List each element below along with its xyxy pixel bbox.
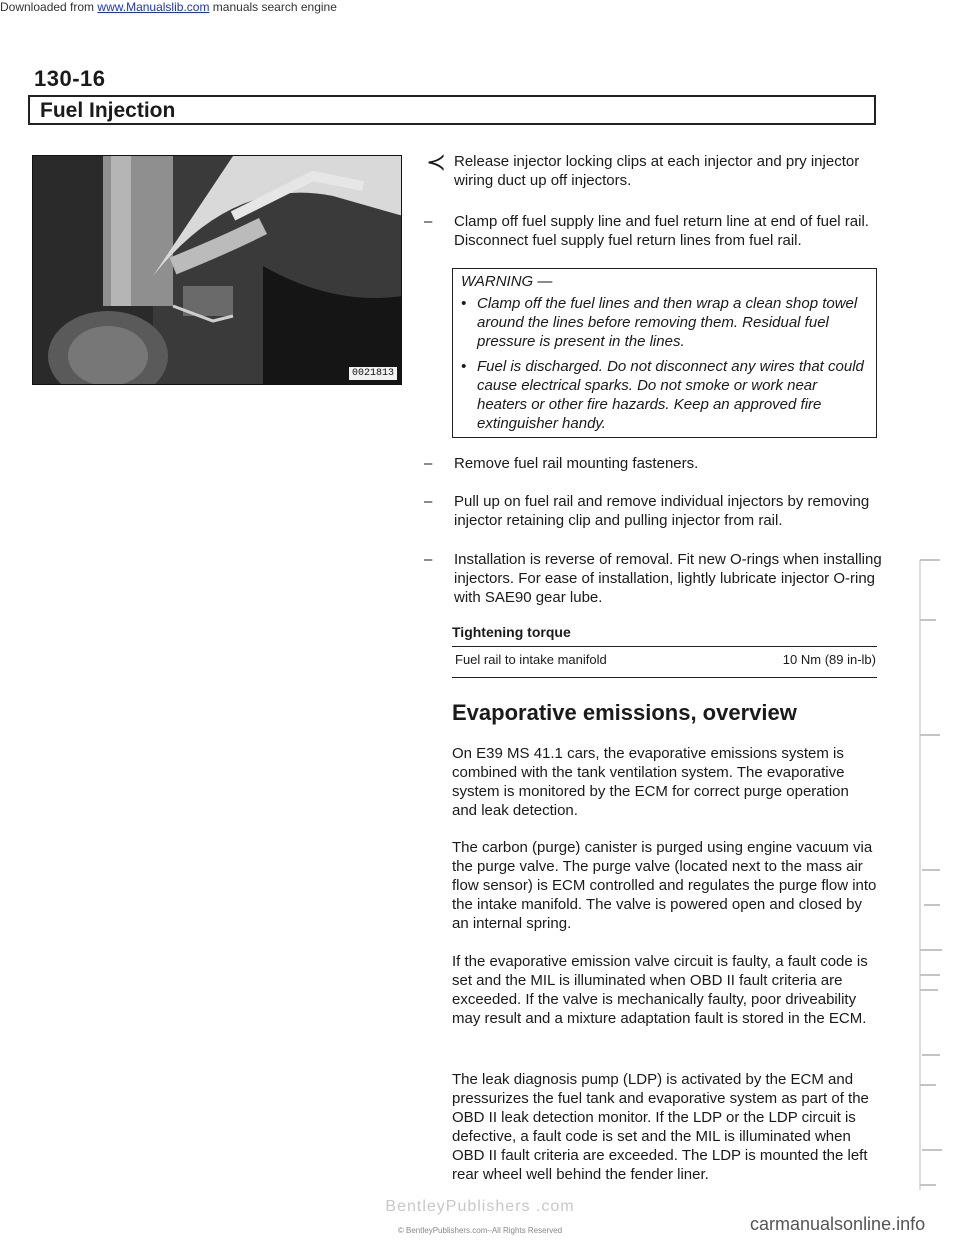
section-header-box	[28, 95, 876, 125]
torque-label: Fuel rail to intake manifold	[455, 652, 607, 667]
table-divider	[452, 646, 877, 647]
publisher-watermark: BentleyPublishers .com	[385, 1198, 575, 1215]
step-pull-injectors: Pull up on fuel rail and remove individual injectors by removing injector retaining clip and pulling injector from rail.	[454, 493, 870, 529]
section-title: Fuel Injection	[40, 99, 176, 122]
evap-paragraph: The carbon (purge) canister is purged using engine vacuum via the purge valve. The purge valve (located next to the mass air flow sensor) is ECM controlled and regulates the purge flow into the intake manifold. The valve is powered open and closed by an internal spring.	[452, 839, 877, 932]
torque-value: 10 Nm (89 in-lb)	[782, 652, 876, 667]
evap-heading: Evaporative emissions, overview	[452, 700, 797, 725]
dash-bullet-icon: –	[424, 493, 433, 510]
warning-title: WARNING —	[461, 273, 553, 290]
site-watermark: carmanualsonline.info	[750, 1214, 926, 1234]
pointer-arrow-icon: ≺	[426, 149, 447, 176]
bullet-icon: •	[461, 295, 467, 312]
scan-margin-marks	[900, 0, 960, 1242]
warning-item	[461, 357, 871, 433]
dash-bullet-icon: –	[424, 213, 433, 230]
evap-paragraph: If the evaporative emission valve circuit is faulty, a fault code is set and the MIL is illuminated when OBD II fault criteria are exceeded. If the valve is mechanically faulty, poor driveability may result and a mixture adaptation fault is stored in the ECM.	[452, 953, 868, 1027]
dash-bullet-icon: –	[424, 551, 433, 568]
dash-bullet-icon: –	[424, 455, 433, 472]
download-prefix: Downloaded from	[0, 0, 95, 14]
table-divider	[452, 677, 877, 678]
download-suffix: manuals search engine	[212, 0, 337, 14]
bullet-icon: •	[461, 358, 467, 375]
manualslib-link[interactable]: www.Manualslib.com	[97, 0, 210, 14]
warning-item	[461, 294, 871, 351]
engine-bay-illustration	[33, 156, 402, 385]
warning-text: Fuel is discharged. Do not disconnect any wires that could cause electrical sparks. Do not smoke or work near heaters or other fire hazards. Keep an approved fire extinguisher handy.	[477, 358, 864, 432]
step-installation: Installation is reverse of removal. Fit new O-rings when installing injectors. For ease of installation, lightly lubricate injector O-ring with SAE90 gear lube.	[454, 551, 882, 606]
photo-reference-code: 0021813	[349, 367, 397, 380]
step-remove-fasteners: Remove fuel rail mounting fasteners.	[454, 455, 699, 472]
evap-paragraph: The leak diagnosis pump (LDP) is activated by the ECM and pressurizes the fuel tank and evaporative system as part of the OBD II leak detection monitor. If the LDP or the LDP circuit is defective, a fault code is set and the MIL is illuminated when OBD II fault criteria are exceeded. The LDP is mounted the left rear wheel well behind the fender liner.	[452, 1071, 869, 1183]
page-number: 130-16	[34, 66, 106, 91]
injector-photo	[32, 155, 402, 385]
torque-table-title: Tightening torque	[452, 624, 571, 640]
download-bar	[0, 0, 960, 14]
warning-box	[452, 268, 877, 438]
step-clamp-lines: Clamp off fuel supply line and fuel return line at end of fuel rail. Disconnect fuel supply fuel return lines from fuel rail.	[454, 213, 869, 249]
copyright-notice: © BentleyPublishers.com–All Rights Reserved	[397, 1226, 563, 1235]
warning-text: Clamp off the fuel lines and then wrap a clean shop towel around the lines before removing them. Residual fuel pressure is present in the lines.	[477, 295, 858, 350]
evap-paragraph: On E39 MS 41.1 cars, the evaporative emissions system is combined with the tank ventilation system. The evaporative system is monitored by the ECM for correct purge operation and leak detection.	[452, 745, 849, 819]
step-release-clips: Release injector locking clips at each injector and pry injector wiring duct up off injectors.	[454, 153, 860, 189]
